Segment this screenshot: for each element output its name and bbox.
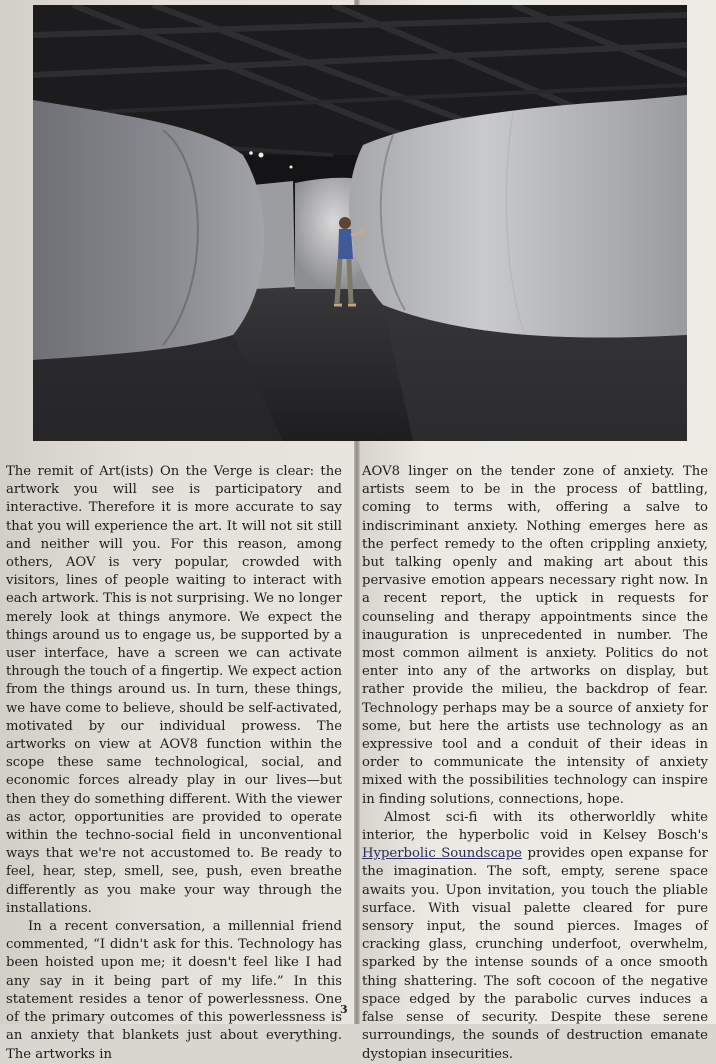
paragraph: AOV8 linger on the tender zone of anxiety. The artists seem to be in the process of battling, coming to terms with, offering a salve to indiscriminant anxiety. Nothing emerges here as the perfect remedy to the often crippling anxiety, but talking openly and making art about this pervasive emotion appears necessary right now. In a recent report, the uptick in requests for counseling and therapy appointments since the inauguration is unprecedented in number. The most common ailment is anxiety. Politics do not enter into any of the artworks on display, but rather provide the milieu, the backdrop of fear. Technology perhaps may be a source of anxiety for some, but here the artists use technology as an expressive tool and a conduit of their ideas in order to communicate the intensity of anxiety mixed with the possibilities technology can inspire in finding solutions, connections, hope.	[362, 464, 708, 807]
paragraph: The remit of Art(ists) On the Verge is clear: the artwork you will see is participatory and interactive. Therefore it is more accurate to say that you will experience the art. It will not sit still and neither will you. For this reason, among others, AOV is very popular, crowded with visitors, lines of people waiting to interact with each artwork. This is not surprising. We no longer merely look at things anymore. We expect the things around us to engage us, be supported by a user interface, have a screen we can activate through the touch of a fingertip. We expect action from the things around us. In turn, these things, we have come to believe, should be self-activated, motivated by our individual prowess. The artworks on view at AOV8 function within the scope these same technological, social, and economic forces already play in our lives—but then they do something different. With the viewer as actor, opportunities are provided to operate within the techno-social field in unconventional ways that we're not accustomed to. Be ready to feel, hear, step, smell, see, push, even breathe differently as you make your way through the installations.	[6, 464, 342, 916]
paragraph	[362, 809, 708, 1064]
artwork-title-link[interactable]: Hyperbolic Soundscape	[362, 846, 522, 862]
paragraph-text: provides open expanse for the imagination. The soft, empty, serene space awaits you. Upon invitation, you touch the pliable surface. With visual palette cleared for pure sensory input, the sound pierces. Images of cracking glass, crunching underfoot, overwhelm, sparked by the intense sounds of a once smooth thing shattering. The soft cocoon of the negative space edged by the parabolic curves induces a false sense of security. Despite these serene surroundings, the sounds of destruction emanate dystopian insecurities.	[362, 846, 708, 1062]
page-number: 3	[340, 1003, 348, 1016]
paragraph-text: Almost sci-fi with its otherworldly white interior, the hyperbolic void in Kelsey Bosch's	[362, 809, 708, 844]
article-caption	[692, 94, 714, 364]
installation-photo	[33, 5, 687, 441]
left-text-column	[6, 463, 342, 1064]
paragraph: In a recent conversation, a millennial friend commented, “I didn't ask for this. Technology has been hoisted upon me; it doesn't feel like I had any say in it being part of my life.” In this statement resides a tenor of powerlessness. One of the primary outcomes of this powerlessness is an anxiety that blankets just about everything. The artworks in	[6, 919, 342, 1062]
right-text-column	[362, 463, 708, 1064]
